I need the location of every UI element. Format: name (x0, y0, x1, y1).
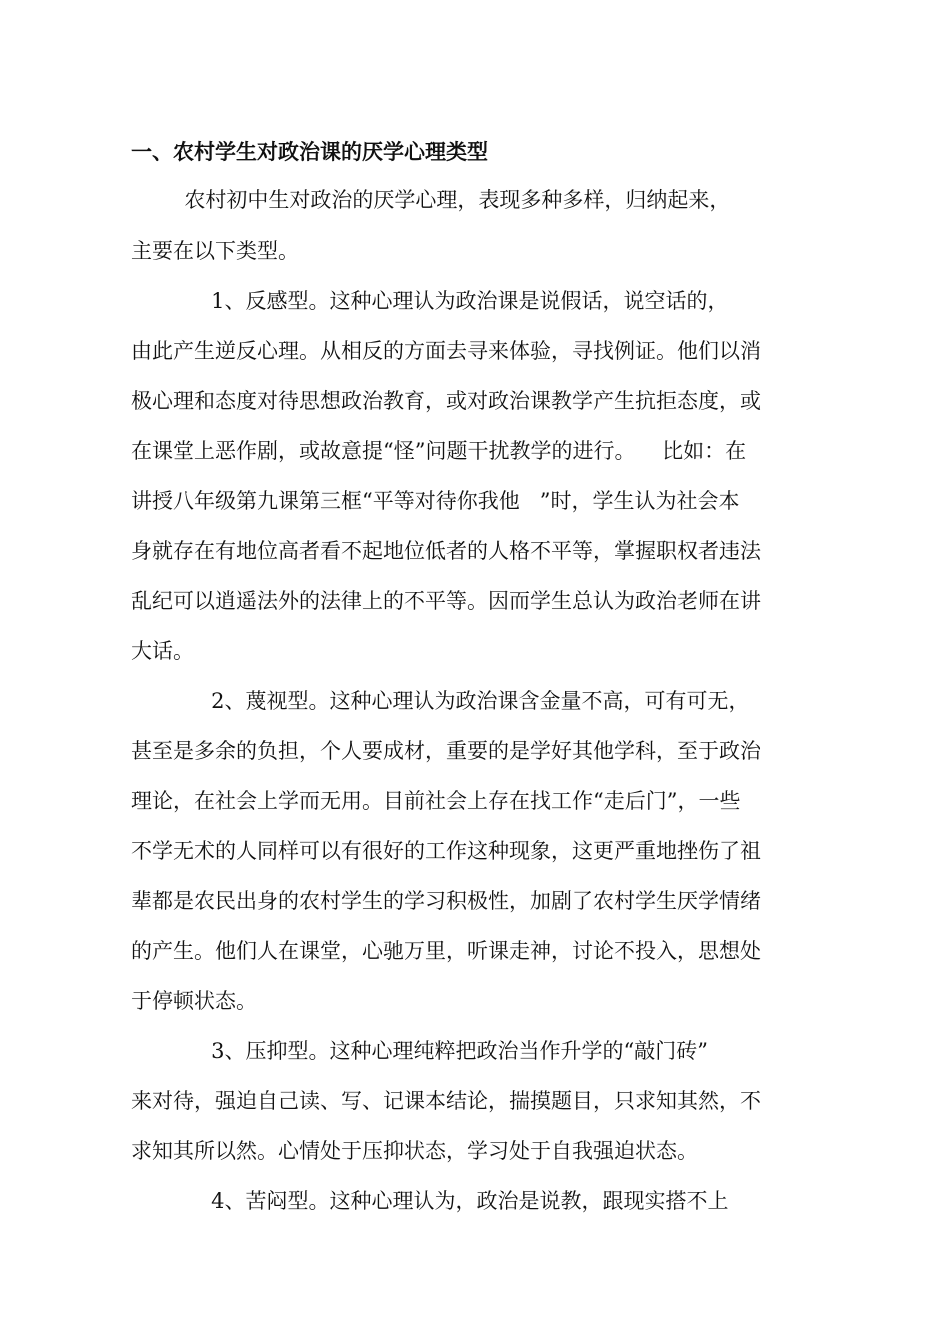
paragraph-line: 3、压抑型。这种心理纯粹把政治当作升学的“敲门砖” (131, 1039, 708, 1063)
paragraph-line: 来对待，强迫自己读、写、记课本结论，揣摸题目，只求知其然，不 (131, 1089, 761, 1113)
section-heading: 一、农村学生对政治课的厌学心理类型 (131, 139, 488, 164)
paragraph-line: 在课堂上恶作剧，或故意提“怪”问题干扰教学的进行。 比如：在 (131, 439, 747, 463)
paragraph-line: 2、蔑视型。这种心理认为政治课含金量不高，可有可无， (131, 689, 750, 713)
paragraph-line: 于停顿状态。 (131, 989, 257, 1013)
paragraph-line: 由此产生逆反心理。从相反的方面去寻来体验，寻找例证。他们以消 (131, 339, 761, 363)
paragraph-line: 身就存在有地位高者看不起地位低者的人格不平等，掌握职权者违法 (131, 539, 761, 563)
paragraph-line: 理论，在社会上学而无用。目前社会上存在找工作“走后门”，一些 (131, 789, 741, 813)
paragraph-line: 的产生。他们人在课堂，心驰万里，听课走神，讨论不投入，思想处 (131, 939, 761, 963)
paragraph-line: 讲授八年级第九课第三框“平等对待你我他 ”时，学生认为社会本 (131, 489, 740, 513)
paragraph-line: 1、反感型。这种心理认为政治课是说假话，说空话的， (131, 289, 729, 313)
paragraph-line: 甚至是多余的负担，个人要成材，重要的是学好其他学科，至于政治 (131, 739, 761, 763)
paragraph-line: 大话。 (131, 639, 194, 663)
paragraph-line: 辈都是农民出身的农村学生的学习积极性，加剧了农村学生厌学情绪 (131, 889, 761, 913)
paragraph-line: 极心理和态度对待思想政治教育，或对政治课教学产生抗拒态度，或 (131, 389, 761, 413)
paragraph-line: 乱纪可以逍遥法外的法律上的不平等。因而学生总认为政治老师在讲 (131, 589, 761, 613)
paragraph-line: 主要在以下类型。 (131, 239, 299, 263)
paragraph-line: 4、苦闷型。这种心理认为，政治是说教，跟现实搭不上 (131, 1189, 729, 1213)
paragraph-line: 农村初中生对政治的厌学心理，表现多种多样，归纳起来， (131, 188, 731, 212)
paragraph-line: 求知其所以然。心情处于压抑状态，学习处于自我强迫状态。 (131, 1139, 698, 1163)
paragraph-line: 不学无术的人同样可以有很好的工作这种现象，这更严重地挫伤了祖 (131, 839, 761, 863)
